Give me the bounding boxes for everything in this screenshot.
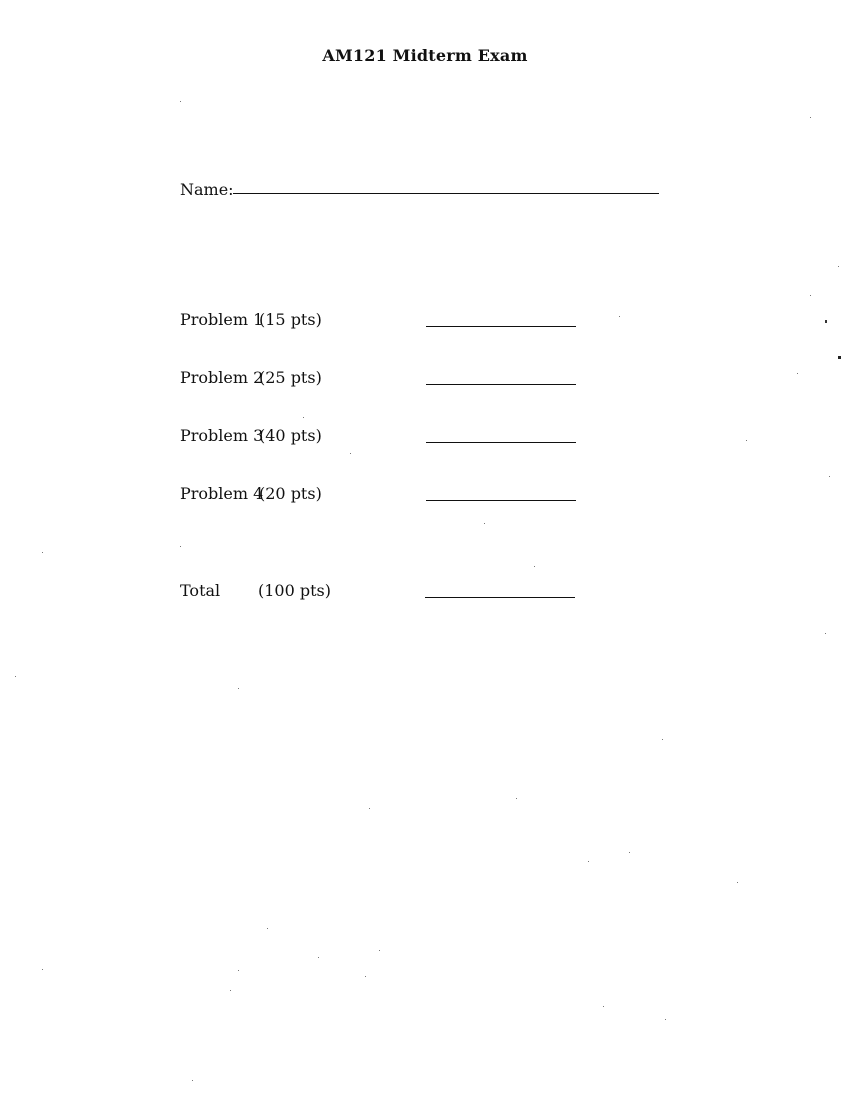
problem-points: (15 pts) (259, 310, 322, 329)
problem-4-score-field[interactable] (426, 500, 576, 501)
total-points: (100 pts) (258, 581, 331, 600)
problem-1-score-field[interactable] (426, 326, 576, 327)
problem-points: (20 pts) (259, 484, 322, 503)
problem-label: Problem 4 (180, 484, 264, 503)
problem-label: Problem 3 (180, 426, 264, 445)
problem-points: (40 pts) (259, 426, 322, 445)
problem-2-score-field[interactable] (426, 384, 576, 385)
total-score-field[interactable] (425, 597, 575, 598)
problem-3-score-field[interactable] (426, 442, 576, 443)
name-label: Name: (180, 180, 234, 199)
name-field[interactable] (233, 193, 659, 194)
exam-title: AM121 Midterm Exam (322, 46, 528, 65)
total-label: Total (180, 581, 221, 600)
problem-label: Problem 2 (180, 368, 264, 387)
problem-points: (25 pts) (259, 368, 322, 387)
problem-label: Problem 1 (180, 310, 264, 329)
